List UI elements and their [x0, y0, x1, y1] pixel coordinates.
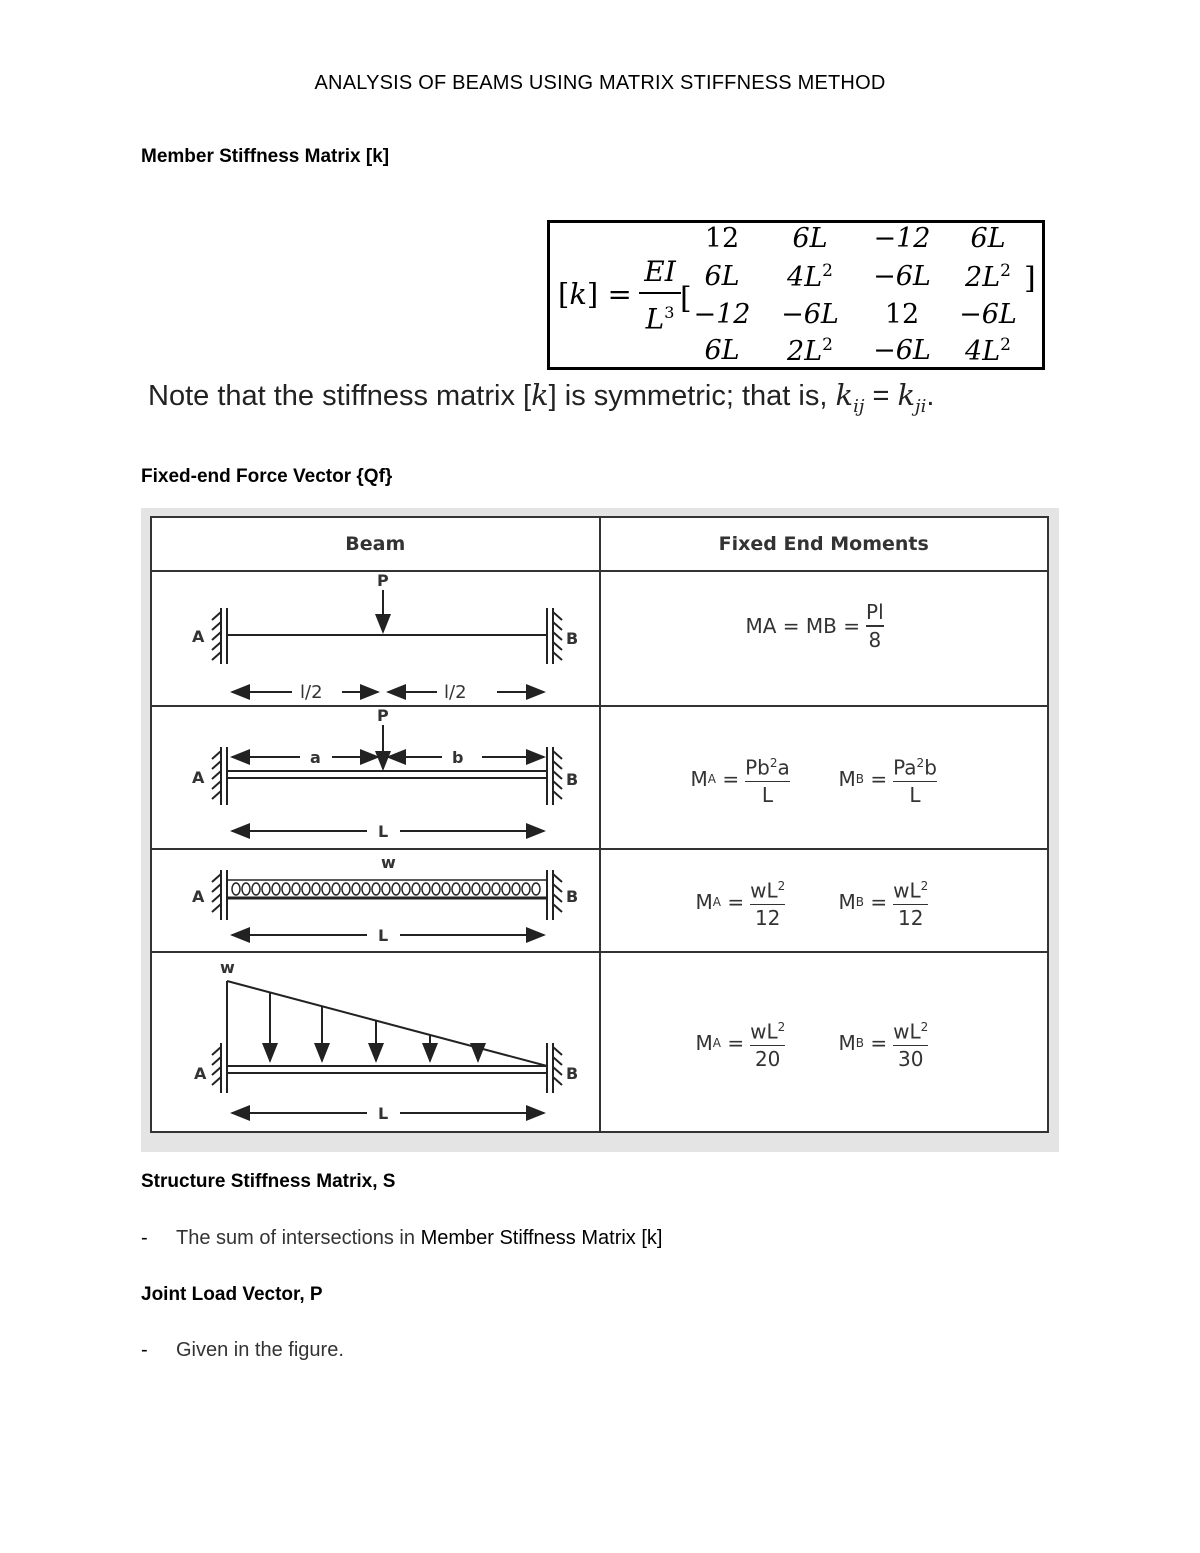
support-label-a: A	[192, 768, 205, 787]
moment-equation-b: M B = Pa$^2$b L	[838, 755, 937, 808]
support-label-a: A	[192, 887, 205, 906]
support-label-a: A	[194, 1064, 207, 1083]
list-item: - Given in the figure.	[141, 1339, 344, 1361]
moment-equation: MA = MB = Pl 8	[745, 600, 884, 652]
matrix-cell: −6L	[873, 335, 931, 366]
beam-diagram-uniform-load	[152, 850, 615, 951]
support-label-b: B	[566, 770, 579, 789]
dimension-label: a	[310, 748, 321, 767]
load-label: P	[377, 707, 389, 725]
moment-equation-b: M B = $wL^2$ 12	[838, 878, 929, 931]
load-label: P	[377, 572, 389, 590]
moment-equation-a: M A = $wL^2$ 12	[695, 878, 786, 931]
section-heading-member-stiffness: Member Stiffness Matrix [k]	[141, 146, 390, 167]
moment-equation-a: M A = Pb$^2$a L	[690, 755, 790, 808]
matrix-cell: $2L^2$	[787, 335, 833, 367]
matrix-cell: −12	[873, 223, 931, 254]
stiffness-matrix-equation	[547, 220, 1045, 370]
load-label: w	[381, 853, 396, 872]
matrix-right-bracket: ]	[1024, 261, 1036, 296]
matrix-cell: $2L^2$	[965, 261, 1011, 293]
fixed-end-moments-table	[150, 516, 1049, 1133]
beam-diagram-triangular-load	[152, 953, 615, 1131]
dimension-label: l/2	[300, 682, 323, 703]
moment-equation-a: M A = $wL^2$ 20	[695, 1019, 786, 1072]
matrix-left-bracket: [	[680, 281, 692, 316]
matrix-cell: 6L	[970, 223, 1006, 254]
table-row	[151, 952, 1048, 1132]
matrix-cell: 12	[704, 223, 740, 254]
page-title: ANALYSIS OF BEAMS USING MATRIX STIFFNESS METHOD	[314, 72, 886, 94]
matrix-cell: 12	[884, 299, 920, 330]
table-header-beam: Beam	[151, 517, 600, 571]
dimension-label: L	[378, 926, 389, 945]
matrix-cell: $4L^2$	[787, 261, 833, 293]
table-header-moments: Fixed End Moments	[600, 517, 1049, 571]
section-heading-joint-load: Joint Load Vector, P	[141, 1284, 323, 1305]
matrix-factor: EI $L^3$	[637, 255, 683, 335]
support-label-b: B	[566, 887, 579, 906]
section-heading-fixed-end: Fixed-end Force Vector {Qf}	[141, 466, 393, 487]
matrix-lhs: [k] =	[558, 277, 632, 311]
support-label-b: B	[566, 629, 579, 648]
matrix-cell: 6L	[704, 261, 740, 292]
list-item: - The sum of intersections in Member Stiffness Matrix [k]	[141, 1227, 663, 1249]
matrix-cell: −6L	[959, 299, 1017, 330]
table-row	[151, 706, 1048, 849]
section-heading-structure-stiffness: Structure Stiffness Matrix, S	[141, 1171, 396, 1192]
dimension-label: L	[378, 1104, 389, 1123]
dimension-label: L	[378, 822, 389, 841]
matrix-cell: $4L^2$	[965, 335, 1011, 367]
dimension-label: b	[452, 748, 464, 767]
moment-equation-b: M B = $wL^2$ 30	[838, 1019, 929, 1072]
matrix-cell: −12	[693, 299, 751, 330]
support-label-b: B	[566, 1064, 579, 1083]
matrix-cell: 6L	[792, 223, 828, 254]
dimension-label: l/2	[444, 682, 467, 703]
beam-diagram-offset-point-load	[152, 707, 615, 848]
table-row	[151, 571, 1048, 706]
support-label-a: A	[192, 627, 205, 646]
symmetry-note: Note that the stiffness matrix [k] is symmetric; that is, $k_{ij} = k_{ji}$.	[148, 378, 935, 417]
table-row	[151, 849, 1048, 952]
matrix-cell: −6L	[781, 299, 839, 330]
load-label: w	[220, 958, 235, 977]
matrix-cell: −6L	[873, 261, 931, 292]
fixed-end-moments-figure	[141, 508, 1059, 1152]
beam-diagram-center-point-load	[152, 572, 615, 705]
matrix-cell: 6L	[704, 335, 740, 366]
